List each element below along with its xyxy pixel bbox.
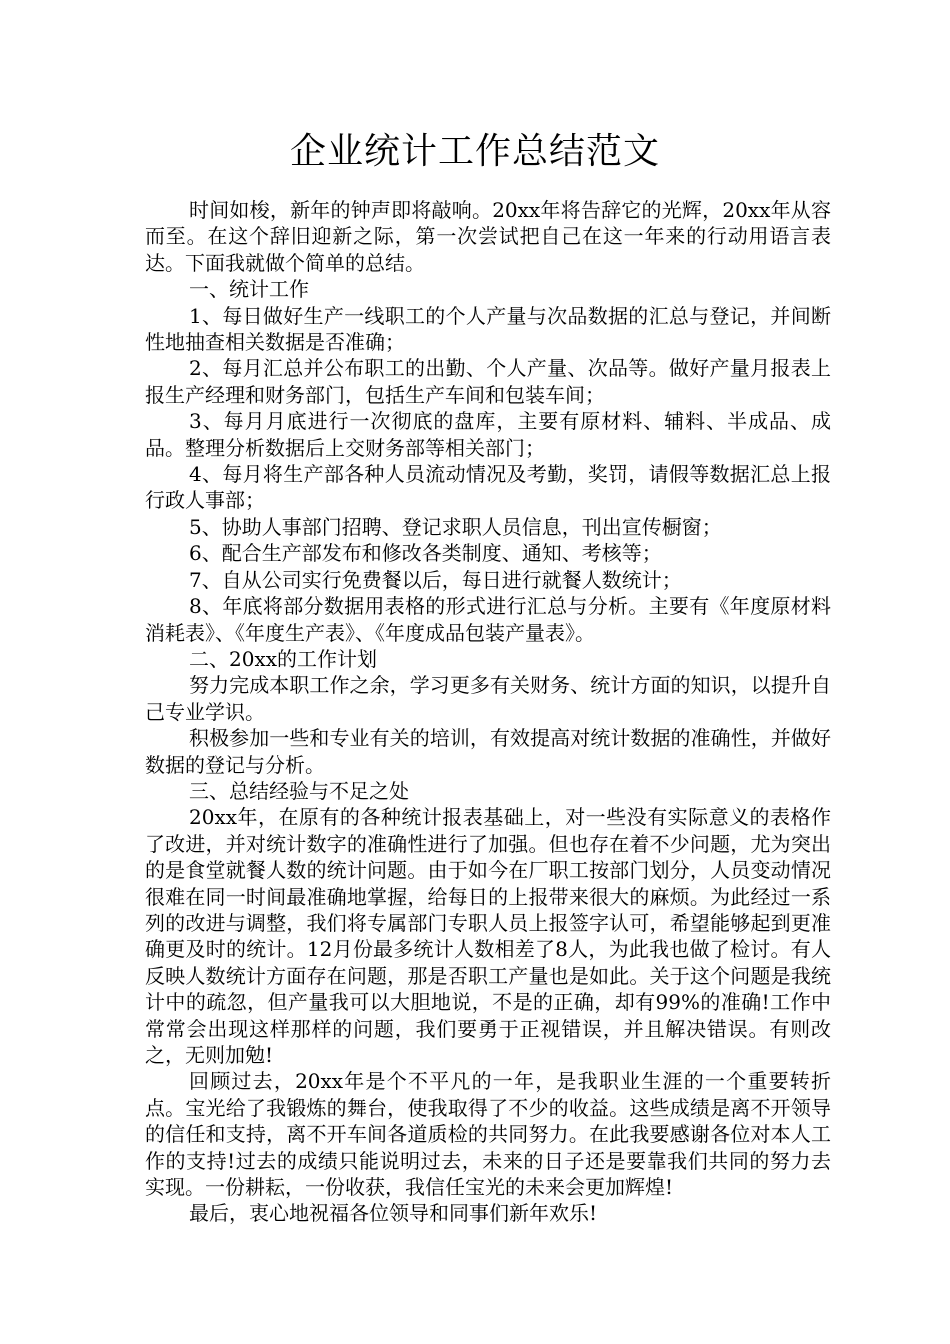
paragraph-review: 回顾过去，20xx年是个不平凡的一年，是我职业生涯的一个重要转折点。宝光给了我锻炼的舞台，使我取得了不少的收益。这些成绩是离不开领导的信任和支持，离不开车间各道质检的共同努力。在此我要感谢各位对本人工作的支持!过去的成绩只能说明过去，未来的日子还是要靠我们共同的努力去实现。一份耕耘，一份收获，我信任宝光的未来会更加辉煌! [145, 1069, 831, 1200]
paragraph-closing: 最后，衷心地祝福各位领导和同事们新年欢乐! [189, 1201, 598, 1226]
document-title: 企业统计工作总结范文 [289, 131, 660, 172]
paragraph-intro: 时间如梭，新年的钟声即将敲响。20xx年将告辞它的光辉，20xx年从容而至。在这个辞旧迎新之际，第一次尝试把自己在这一年来的行动用语言表达。下面我就做个简单的总结。 [145, 198, 831, 275]
list-item-6: 6、配合生产部发布和修改各类制度、通知、考核等； [189, 541, 662, 566]
section-heading-statistics-work: 一、统计工作 [189, 277, 309, 302]
list-item-8: 8、年底将部分数据用表格的形式进行汇总与分析。主要有《年度原材料消耗表》、《年度生产表》、《年度成品包装产量表》。 [145, 594, 831, 645]
paragraph-plan-study: 努力完成本职工作之余，学习更多有关财务、统计方面的知识，以提升自己专业学识。 [145, 673, 831, 724]
list-item-4: 4、每月将生产部各种人员流动情况及考勤，奖罚，请假等数据汇总上报行政人事部； [145, 462, 831, 513]
list-item-2: 2、每月汇总并公布职工的出勤、个人产量、次品等。做好产量月报表上报生产经理和财务部门，包括生产车间和包装车间； [145, 356, 831, 407]
section-heading-experience: 三、总结经验与不足之处 [189, 778, 409, 803]
section-heading-work-plan: 二、20xx的工作计划 [189, 646, 378, 671]
list-item-1: 1、每日做好生产一线职工的个人产量与次品数据的汇总与登记，并间断性地抽查相关数据是否准确； [145, 303, 831, 355]
document-body [145, 197, 831, 1227]
list-item-3: 3、每月月底进行一次彻底的盘库，主要有原材料、辅料、半成品、成品。整理分析数据后上交财务部等相关部门； [145, 409, 831, 460]
list-item-7: 7、自从公司实行免费餐以后，每日进行就餐人数统计； [189, 567, 682, 592]
paragraph-plan-training: 积极参加一些和专业有关的培训，有效提高对统计数据的准确性，并做好数据的登记与分析。 [145, 726, 831, 777]
list-item-5: 5、协助人事部门招聘、登记求职人员信息，刊出宣传橱窗； [189, 514, 722, 539]
paragraph-experience: 20xx年，在原有的各种统计报表基础上，对一些没有实际意义的表格作了改进，并对统计数字的准确性进行了加强。但也存在着不少问题，尤为突出的是食堂就餐人数的统计问题。由于如今在厂职工按部门划分，人员变动情况很难在同一时间最准确地掌握，给每日的上报带来很大的麻烦。为此经过一系列的改进与调整，我们将专属部门专职人员上报签字认可，希望能够起到更准确更及时的统计。12月份最多统计人数相差了8人，为此我也做了检讨。有人反映人数统计方面存在问题，那是否职工产量也是如此。关于这个问题是我统计中的疏忽，但产量我可以大胆地说，不是的正确，却有99%的准确!工作中常常会出现这样那样的问题，我们要勇于正视错误，并且解决错误。有则改之，无则加勉! [145, 805, 831, 1067]
